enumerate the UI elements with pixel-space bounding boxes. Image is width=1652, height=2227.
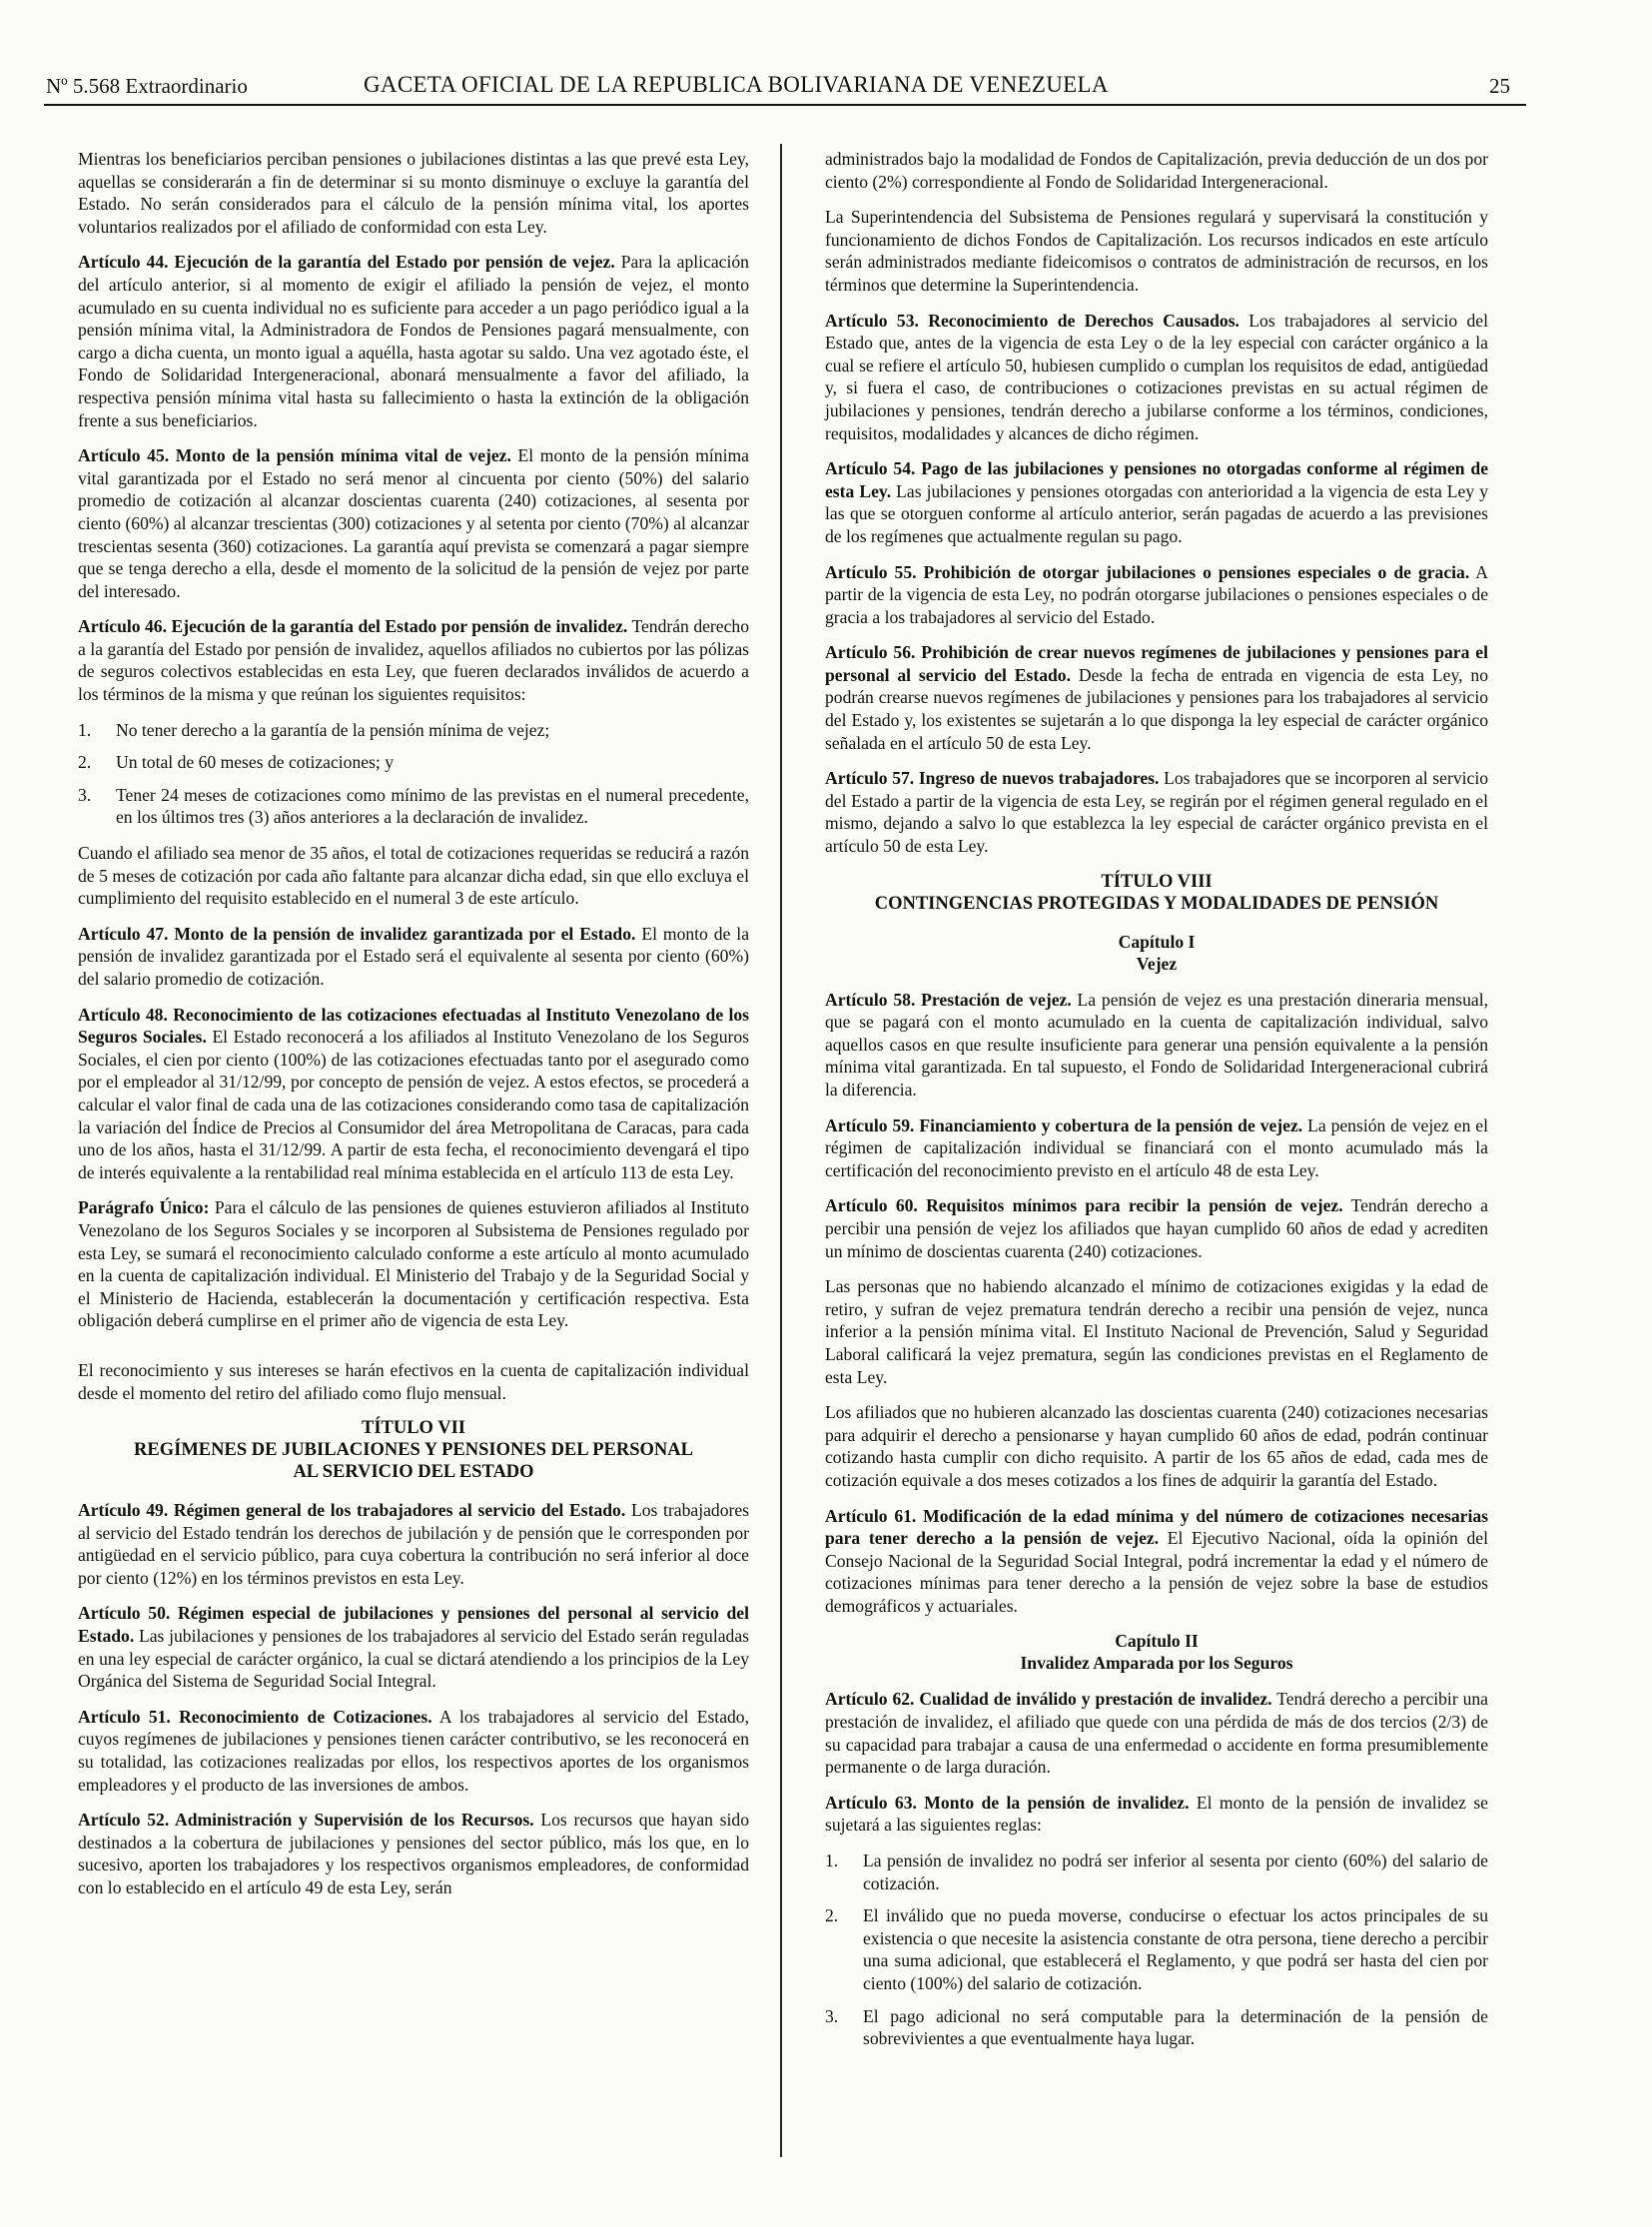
article-text: A los trabajadores al servicio del Estado, cuyos regímenes de jubilaciones y pensiones tienen carácter contributivo, se les reconocerá en su totalidad, las cotizaciones realizadas por ellos, los respectivos aportes de los organismos empleadores y el producto de las inversiones de ambos. (78, 1706, 749, 1795)
issue-number: Nº 5.568 Extraordinario (46, 74, 248, 98)
paragraph: administrados bajo la modalidad de Fondos de Capitalización, previa deducción de un dos por ciento (2%) correspondiente al Fondo de Solidaridad Intergeneracional. (825, 149, 1488, 192)
article-50 (78, 1602, 749, 1692)
column-divider (780, 144, 782, 2157)
article-heading: Artículo 47. Monto de la pensión de invalidez garantizada por el Estado. (78, 923, 636, 944)
article-51 (78, 1706, 749, 1796)
paragraph: Cuando el afiliado sea menor de 35 años, el total de cotizaciones requeridas se reducirá a razón de 5 meses de cotización por cada año faltante para alcanzar dicha edad, sin que ello excluya el cumplimiento del requisito establecido en el numeral 3 de este artículo. (78, 843, 749, 909)
article-heading: Artículo 46. Ejecución de la garantía del Estado por pensión de invalidez. (78, 616, 628, 637)
article-heading: Artículo 52. Administración y Supervisión de los Recursos. (78, 1810, 534, 1831)
article-heading: Artículo 56. Prohibición de crear nuevos regímenes de jubilaciones y pensiones para el personal al servicio del Estado. (825, 642, 1488, 685)
article-47 (78, 923, 749, 991)
list-item (78, 751, 749, 774)
article-heading: Artículo 53. Reconocimiento de Derechos Causados. (825, 310, 1239, 331)
article-heading: Artículo 48. Reconocimiento de las cotizaciones efectuadas al Instituto Venezolano de los Seguros Sociales. (78, 1004, 749, 1048)
article-heading: Parágrafo Único: (78, 1197, 210, 1218)
article-heading: Artículo 50. Régimen especial de jubilaciones y pensiones del personal al servicio del Estado. (78, 1603, 749, 1647)
article-heading: Artículo 54. Pago de las jubilaciones y pensiones no otorgadas conforme al régimen de esta Ley. (825, 458, 1488, 501)
article-heading: Artículo 45. Monto de la pensión mínima vital de vejez. (78, 445, 511, 466)
article-text: Las jubilaciones y pensiones otorgadas con anterioridad a la vigencia de esta Ley y las que se otorguen conforme al artículo anterior, serán pagadas de acuerdo a las previsiones de los regímenes que actualmente regulan su pago. (825, 480, 1488, 546)
article-heading: Artículo 62. Cualidad de inválido y prestación de invalidez. (825, 1689, 1272, 1710)
article-text: El monto de la pensión de invalidez garantizada por el Estado será el equivalente al sesenta por ciento (60%) del salario promedio de cotización. (78, 923, 750, 989)
paragraph: Los afiliados que no hubieren alcanzado las doscientas cuarenta (240) cotizaciones necesarias para adquirir el derecho a pensionarse y hayan cumplido 60 años de edad, podrán continuar cotizando hasta cumplir con dicho requisito. A partir de los 65 años de edad, cada mes de cotización equivale a dos meses cotizados a los fines de adquirir la garantía del Estado. (825, 1402, 1488, 1490)
list-number: 2. (78, 752, 92, 773)
title-name: REGÍMENES DE JUBILACIONES Y PENSIONES DEL PERSONAL (134, 1440, 693, 1461)
article-text: Para el cálculo de las pensiones de quienes estuvieron afiliados al Instituto Venezolano de los Seguros Sociales y se incorporen al Subsistema de Pensiones regulado por esta Ley, se sumará el reconocimiento calculado conforme a este artículo al monto acumulado en la cuenta de capitalización individual. El Ministerio del Trabajo y de la Seguridad Social y el Ministerio de Hacienda, establecerán la documentación y certificación respectiva. Esta obligación deberá cumplirse en el primer año de vigencia de esta Ley. (78, 1197, 750, 1331)
article-56 (825, 641, 1488, 754)
article-60 (825, 1194, 1488, 1262)
article-54 (825, 457, 1488, 547)
paragraph: Las personas que no habiendo alcanzado el mínimo de cotizaciones exigidas y la edad de retiro, y sufran de vejez prematura tendrán derecho a recibir una pensión de vejez, nunca inferior a la pensión mínima vital. El Instituto Nacional de Prevención, Salud y Seguridad Laboral calificará la vejez prematura, según las condiciones previstas en el Reglamento de esta Ley. (825, 1276, 1488, 1387)
article-44 (78, 251, 749, 431)
article-text: Los trabajadores al servicio del Estado que, antes de la vigencia de esta Ley o de la ley especial con carácter orgánico a la cual se refiere el artículo 50, hubiesen cumplido o cumplan los requisitos de edad, antigüedad y, si fuera el caso, de contribuciones o cotizaciones previstas en su actual régimen de jubilaciones y pensiones, tendrán derecho a jubilarse conforme a los términos, condiciones, requisitos, modalidades y alcances de dicho régimen. (825, 310, 1488, 443)
article-57 (825, 767, 1488, 857)
article-text: El Estado reconocerá a los afiliados al Instituto Venezolano de los Seguros Sociales, el cien por ciento (100%) de las cotizaciones efectuadas tanto por el asegurado como por el empleador al 31/12/99, por concepto de pensión de vejez. A estos efectos, se procederá a calcular el valor final de cada una de las cotizaciones considerando como tasa de capitalización la variación del Índice de Precios al Consumidor del área Metropolitana de Caracas, para cada uno de los años, hasta el 31/12/99. A partir de esta fecha, el reconocimiento devengará el tipo de interés equivalente a la rentabilidad real mínima establecida en el artículo 113 de esta Ley. (78, 1027, 749, 1182)
list-text: Tener 24 meses de cotizaciones como mínimo de las previstas en el numeral precedente, en los últimos tres (3) años anteriores a la declaración de invalidez. (116, 784, 749, 828)
article-46 (78, 615, 749, 705)
article-59 (825, 1114, 1488, 1182)
chapter-name: Vejez (1136, 953, 1178, 974)
article-text: A partir de la vigencia de esta Ley, no podrán otorgarse jubilaciones o pensiones especiales o de gracia a los trabajadores al servicio del Estado. (825, 561, 1488, 627)
chapter-number: Capítulo I (1118, 931, 1196, 952)
article-text: El monto de la pensión de invalidez se sujetará a las siguientes reglas: (825, 1792, 1488, 1836)
title-number: TÍTULO VII (361, 1418, 466, 1439)
title-number: TÍTULO VIII (1101, 871, 1213, 892)
article-48 (78, 1004, 749, 1184)
chapter-i (825, 931, 1488, 975)
article-text: Tendrá derecho a percibir una prestación de invalidez, el afiliado que quede con una pérdida de más de dos tercios (2/3) de su capacidad para trabajar a causa de una enfermedad o accidente en forma presumiblemente permanente o de larga duración. (825, 1689, 1488, 1778)
list-item (825, 2005, 1488, 2050)
right-column (825, 148, 1488, 2063)
list-text: No tener derecho a la garantía de la pensión mínima de vejez; (116, 719, 550, 740)
paragraph: El reconocimiento y sus intereses se harán efectivos en la cuenta de capitalización individual desde el momento del retiro del afiliado como flujo mensual. (78, 1359, 749, 1403)
article-62 (825, 1688, 1488, 1778)
article-heading: Artículo 60. Requisitos mínimos para recibir la pensión de vejez. (825, 1195, 1343, 1216)
list-text: El pago adicional no será computable para la determinación de la pensión de sobrevivientes a que eventualmente haya lugar. (863, 2005, 1488, 2049)
article-45 (78, 444, 749, 602)
article-text: Los trabajadores que se incorporen al servicio del Estado a partir de la vigencia de esta Ley, se regirán por el régimen general regulado en el mismo, dejando a salvo lo que establezca la ley especial de carácter orgánico prevista en el artículo 50 de esta Ley. (825, 768, 1489, 857)
article-text: Desde la fecha de entrada en vigencia de esta Ley, no podrán crearse nuevos regímenes de jubilaciones y pensiones para los trabajadores al servicio del Estado y, los existentes se sujetarán a lo que disponga la ley especial de carácter orgánico señalada en el artículo 50 de esta Ley. (825, 664, 1489, 753)
list-number: 3. (78, 784, 92, 805)
page-header (44, 74, 1526, 106)
article-text: Para la aplicación del artículo anterior, si al momento de exigir el afiliado la pensión de vejez, el monto acumulado en su cuenta individual no es suficiente para acceder a un pago periódico igual a la pensión mínima vital, la Administradora de Fondos de Pensiones pagará mensualmente, con cargo a dicha cuenta, un monto igual a aquélla, hasta agotar su saldo. Una vez agotado éste, el Fondo de Solidaridad Intergeneracional, abonará mensualmente a favor del afiliado, la respectiva pensión mínima vital hasta su fallecimiento o hasta la extinción de la obligación frente a sus beneficiarios. (78, 252, 749, 430)
paragraph: Mientras los beneficiarios perciban pensiones o jubilaciones distintas a las que prevé esta Ley, aquellas se considerarán a fin de determinar si su monto disminuye o excluye la garantía del Estado. No serán considerados para el cálculo de la pensión mínima vital, los aportes voluntarios realizados por el afiliado de conformidad con esta Ley. (78, 149, 749, 237)
list-number: 2. (825, 1905, 839, 1926)
gazette-title: GACETA OFICIAL DE LA REPUBLICA BOLIVARIANA DE VENEZUELA (364, 72, 1109, 97)
article-text: Los recursos que hayan sido destinados a la cobertura de jubilaciones y pensiones del sector público, más los que, en lo sucesivo, aporten los trabajadores y los respectivos organismos empleadores, de conformidad con lo establecido en el artículo 49 de esta Ley, serán (78, 1810, 749, 1897)
article-text: La pensión de vejez en el régimen de capitalización individual se financiará con el monto acumulado más la certificación del reconocimiento previsto en el artículo 48 de esta Ley. (825, 1114, 1488, 1180)
article-49 (78, 1499, 749, 1589)
article-heading: Artículo 63. Monto de la pensión de invalidez. (825, 1792, 1190, 1813)
article-heading: Artículo 44. Ejecución de la garantía del Estado por pensión de vejez. (78, 252, 615, 273)
chapter-ii (825, 1630, 1488, 1674)
list-number: 3. (825, 2005, 839, 2026)
article-52 (78, 1809, 749, 1898)
list-text: Un total de 60 meses de cotizaciones; y (116, 752, 394, 773)
article-text: Tendrán derecho a percibir una pensión de vejez los afiliados que hayan cumplido 60 años de edad y acrediten un mínimo de doscientas cuarenta (240) cotizaciones. (825, 1195, 1488, 1261)
left-column (78, 148, 749, 1912)
article-63 (825, 1792, 1488, 1837)
article-text: Las jubilaciones y pensiones de los trabajadores al servicio del Estado serán reguladas en una ley especial de carácter orgánico, la cual se dictará atendiendo a los principios de la Ley Orgánica del Sistema de Seguridad Social Integral. (78, 1626, 749, 1692)
paragraph: La Superintendencia del Subsistema de Pensiones regulará y supervisará la constitución y funcionamiento de dichos Fondos de Capitalización. Los recursos indicados en este artículo serán administrados mediante fideicomisos o contratos de administración de recursos, en los términos que determine la Superintendencia. (825, 207, 1488, 295)
article-53 (825, 310, 1488, 445)
chapter-name: Invalidez Amparada por los Seguros (1020, 1653, 1293, 1674)
article-text: Tendrán derecho a la garantía del Estado por pensión de invalidez, aquellos afiliados no cubiertos por las pólizas de seguros colectivos establecidas en esta Ley, que fueren declarados inválidos de acuerdo a los términos de la misma y que reúnan los siguientes requisitos: (78, 616, 749, 705)
paragrafo-unico (78, 1196, 749, 1332)
list-item (78, 719, 749, 742)
list-item (825, 1904, 1488, 1994)
title-name: CONTINGENCIAS PROTEGIDAS Y MODALIDADES DE PENSIÓN (874, 893, 1439, 914)
article-heading: Artículo 57. Ingreso de nuevos trabajadores. (825, 768, 1160, 789)
list-item (825, 1850, 1488, 1894)
title-viii (825, 871, 1488, 915)
article-text: El monto de la pensión mínima vital garantizada por el Estado no será menor al cincuenta por ciento (50%) del salario promedio de cotización al alcanzar doscientas cuarenta (240) cotizaciones, al sesenta por ciento (60%) al alcanzar trescientas (300) cotizaciones y al setenta por ciento (70%) al alcanzar trescientas sesenta (360) cotizaciones. La garantía aquí prevista se comenzará a pagar siempre que se tenga derecho a ella, desde el momento de la solicitud de la pensión de vejez por parte del interesado. (78, 445, 749, 601)
article-heading: Artículo 49. Régimen general de los trabajadores al servicio del Estado. (78, 1500, 626, 1521)
article-heading: Artículo 59. Financiamiento y cobertura de la pensión de vejez. (825, 1114, 1303, 1135)
chapter-number: Capítulo II (1115, 1631, 1199, 1652)
list-item (78, 784, 749, 829)
page-number: 25 (1489, 74, 1510, 98)
article-heading: Artículo 55. Prohibición de otorgar jubilaciones o pensiones especiales o de gracia. (825, 561, 1470, 582)
list-number: 1. (78, 719, 92, 740)
article-heading: Artículo 51. Reconocimiento de Cotizaciones. (78, 1706, 432, 1727)
article-text: La pensión de vejez es una prestación dineraria mensual, que se pagará con el monto acumulado en la cuenta de capitalización individual, salvo aquellos casos en que resulte insuficiente para generar una pensión equivalente a la pensión mínima vital garantizada. En tal supuesto, el Fondo de Solidaridad Intergeneracional cubrirá la diferencia. (825, 989, 1488, 1100)
article-58 (825, 989, 1488, 1102)
article-63-rules (825, 1850, 1488, 2050)
article-46-requirements (78, 719, 749, 829)
article-heading: Artículo 58. Prestación de vejez. (825, 989, 1072, 1010)
list-text: El inválido que no pueda moverse, conducirse o efectuar los actos principales de su existencia o que necesite la asistencia constante de otra persona, tiene derecho a percibir una suma adicional, que establecerá el Reglamento, y que podrá ser hasta del cien por ciento (100%) del salario de cotización. (863, 1905, 1488, 1993)
article-55 (825, 561, 1488, 629)
list-number: 1. (825, 1851, 839, 1871)
article-text: Los trabajadores al servicio del Estado tendrán los derechos de jubilación y de pensión que le corresponden por antigüedad en el servicio público, para cuya cobertura la contribución no será inferior al doce por ciento (12%) en los términos previstos en esta Ley. (78, 1500, 750, 1588)
title-name: AL SERVICIO DEL ESTADO (293, 1462, 534, 1483)
title-vii (78, 1417, 749, 1483)
article-text: El Ejecutivo Nacional, oída la opinión del Consejo Nacional de la Seguridad Social Integral, podrá incrementar la edad y el número de cotizaciones mínimas para tener derecho a la pensión de vejez sobre la base de estudios demográficos y actuariales. (825, 1528, 1488, 1616)
list-text: La pensión de invalidez no podrá ser inferior al sesenta por ciento (60%) del salario de cotización. (863, 1851, 1488, 1893)
article-heading: Artículo 61. Modificación de la edad mínima y del número de cotizaciones necesarias para tener derecho a la pensión de vejez. (825, 1505, 1488, 1549)
article-61 (825, 1505, 1488, 1618)
